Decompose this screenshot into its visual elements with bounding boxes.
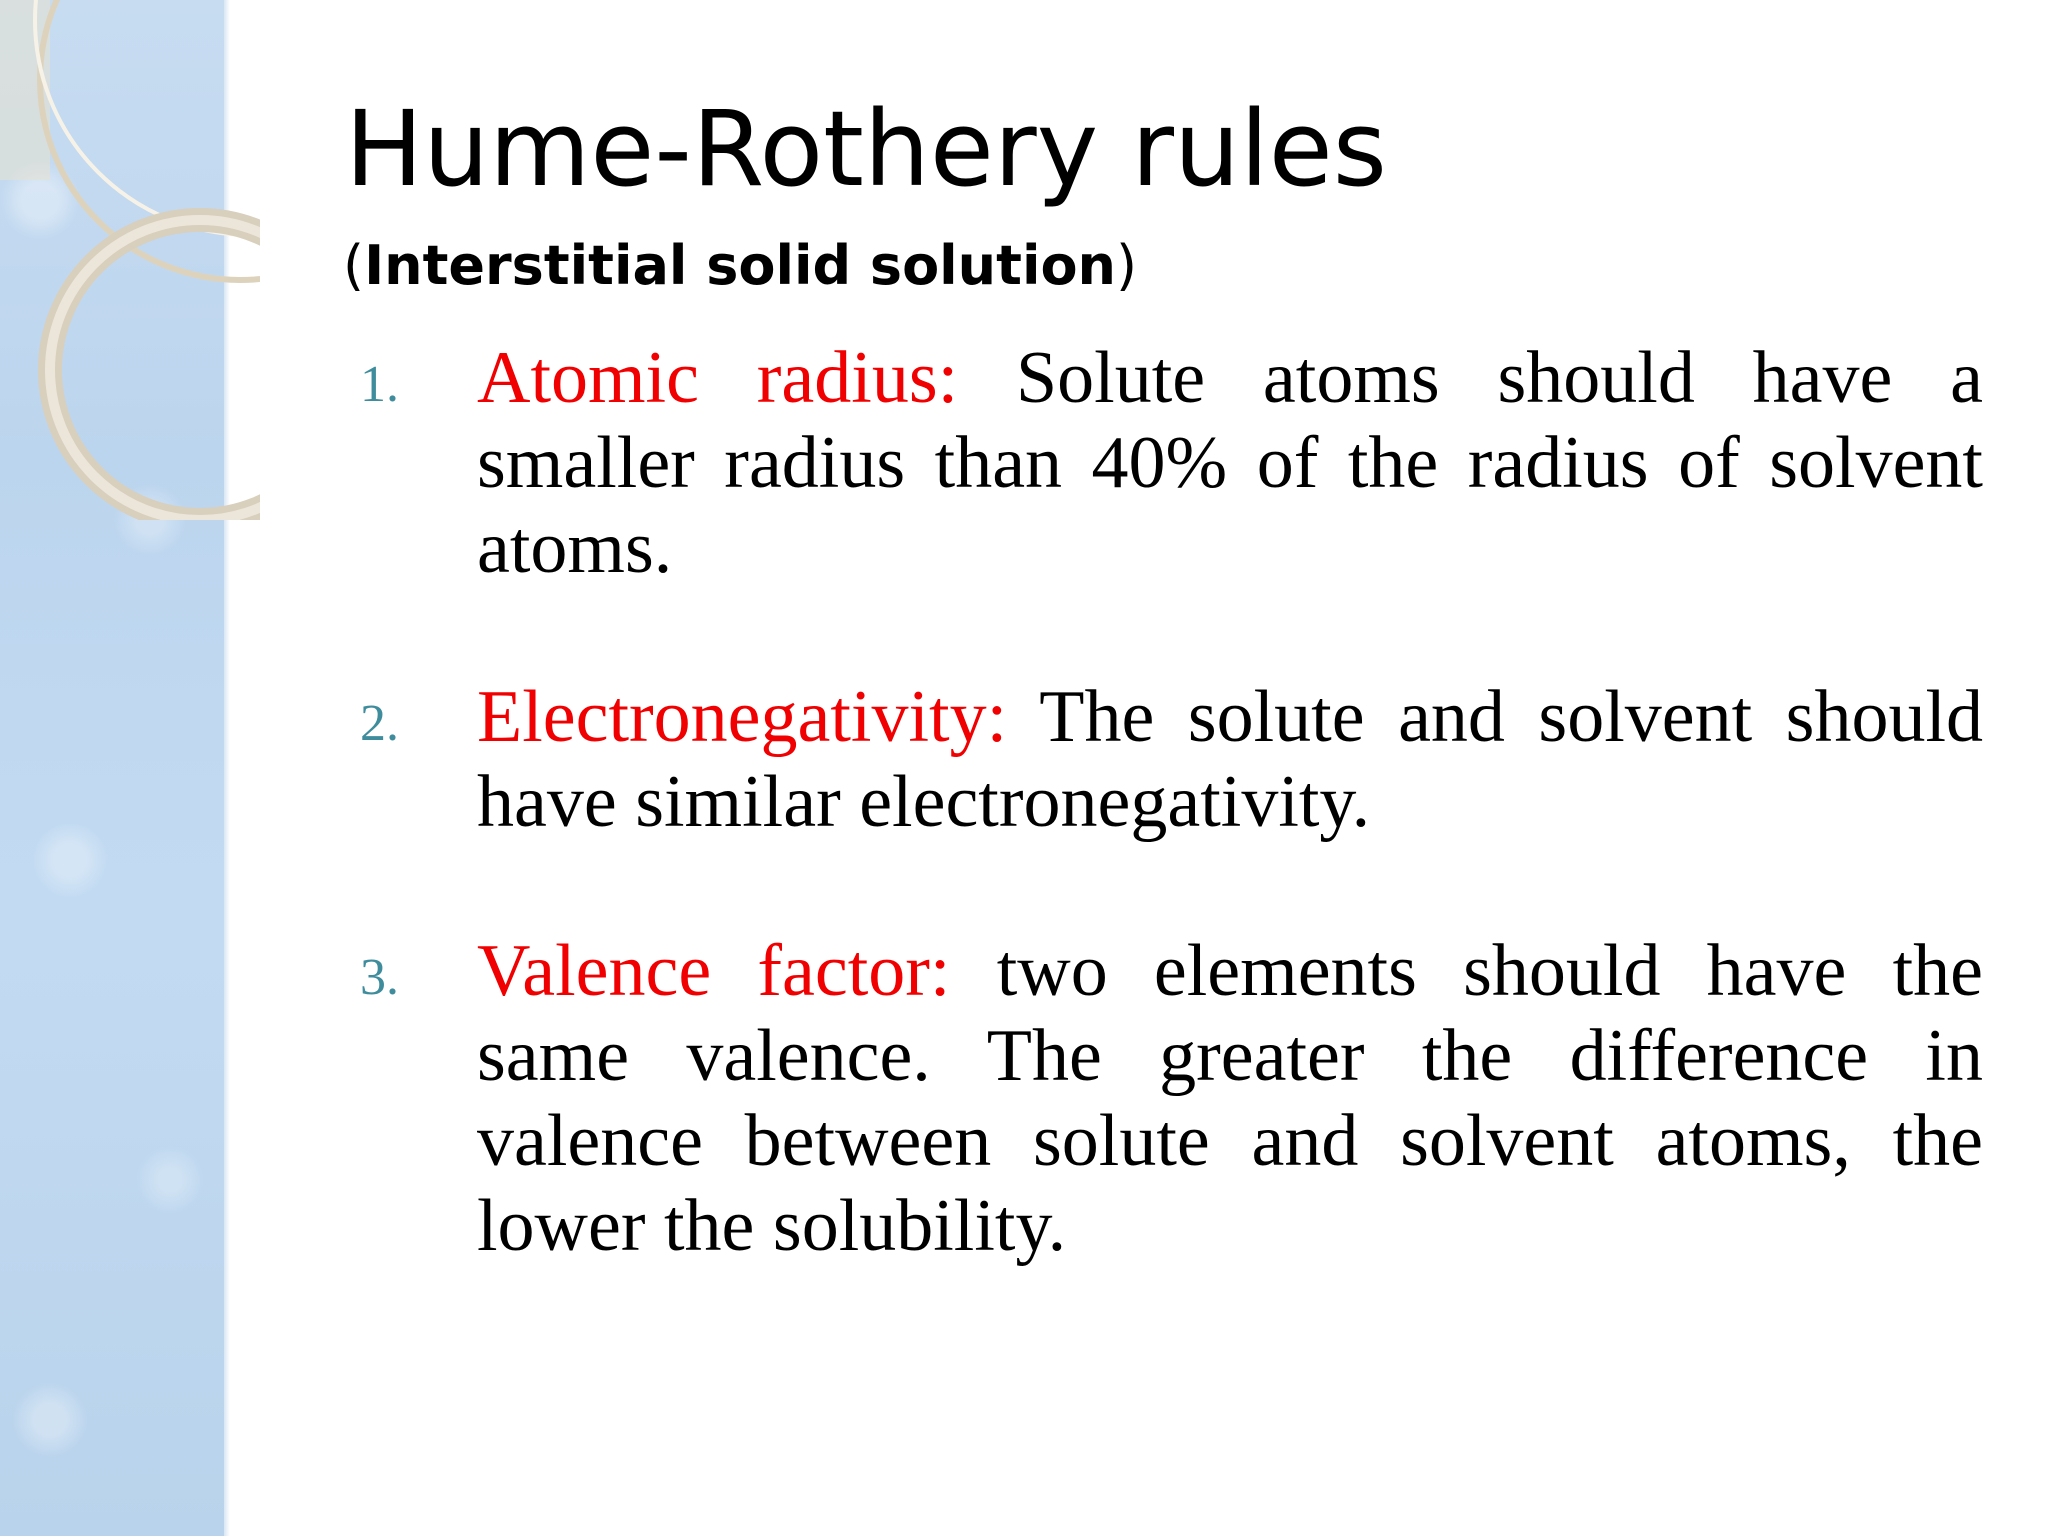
rule-term: Atomic radius: [477,337,959,419]
slide-title: Hume-Rothery rules [345,88,1387,210]
decorative-rings-icon [0,0,260,520]
rule-number: 2. [360,695,399,752]
subtitle-text: Interstitial solid solution [364,234,1116,297]
rule-text: two elements should have the same valence. The greater the difference in valence between solute and solvent atoms, the lower the solubility. [477,930,1983,1267]
slide-subtitle [343,236,1137,295]
rule-item-electronegativity [345,675,1983,845]
rule-number: 3. [360,949,399,1006]
subtitle-open-paren: ( [343,234,365,297]
rule-text: The solute and solvent should have similar electronegativity. [477,676,1983,843]
rule-number: 1. [360,356,399,413]
rule-term: Electronegativity: [477,676,1008,758]
subtitle-close-paren: ) [1116,234,1138,297]
rule-text: Solute atoms should have a smaller radius than 40% of the radius of solvent atoms. [477,337,1983,589]
rule-term: Valence factor: [477,930,951,1012]
rule-item-valence-factor [345,929,1983,1269]
rule-item-atomic-radius [345,336,1983,591]
rules-list [345,336,1983,1353]
